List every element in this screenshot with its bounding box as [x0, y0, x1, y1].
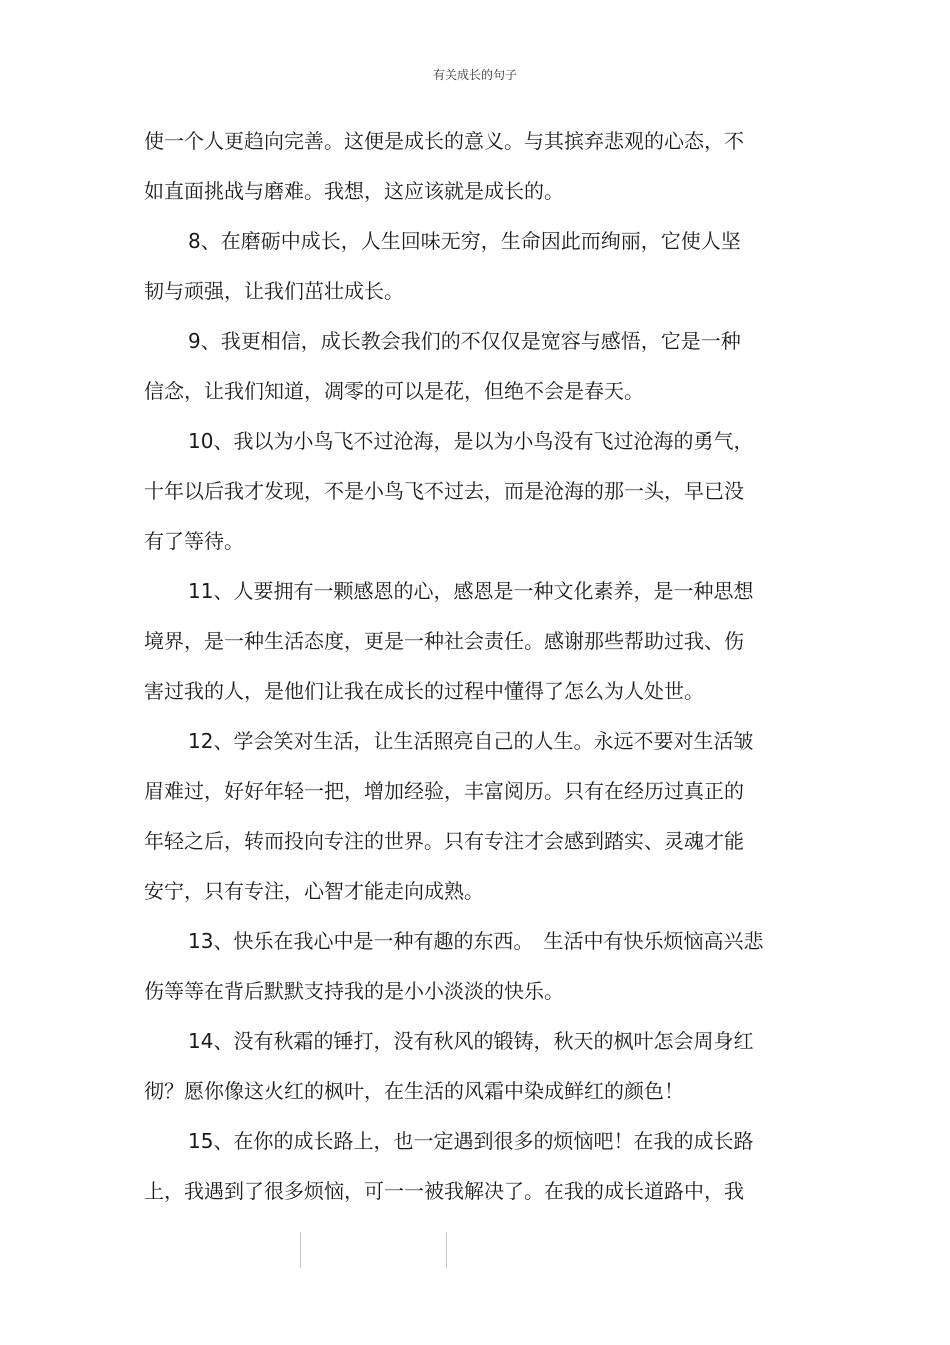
text-line: 有了等待。: [144, 529, 244, 553]
text-line: 9、我更相信，成长教会我们的不仅仅是宽容与感悟，它是一种: [188, 329, 741, 353]
text-line: 11、人要拥有一颗感恩的心，感恩是一种文化素养，是一种思想: [188, 579, 754, 603]
text-line: 14、没有秋霜的锤打，没有秋风的锻铸，秋天的枫叶怎会周身红: [188, 1029, 754, 1053]
text-line: 如直面挑战与磨难。我想，这应该就是成长的。: [144, 179, 564, 203]
text-line: 年轻之后，转而投向专注的世界。只有专注才会感到踏实、灵魂才能: [144, 829, 744, 853]
text-line: 15、在你的成长路上，也一定遇到很多的烦恼吧！在我的成长路: [188, 1129, 754, 1153]
text-line: 伤等等在背后默默支持我的是小小淡淡的快乐。: [144, 979, 564, 1003]
text-line: 境界，是一种生活态度，更是一种社会责任。感谢那些帮助过我、伤: [144, 629, 744, 653]
text-line: 信念，让我们知道，凋零的可以是花，但绝不会是春天。: [144, 379, 644, 403]
text-line: 安宁，只有专注，心智才能走向成熟。: [144, 879, 484, 903]
text-line: 眉难过，好好年轻一把，增加经验，丰富阅历。只有在经历过真正的: [144, 779, 744, 803]
footer-divider-left: [300, 1232, 301, 1268]
text-line: 12、学会笑对生活，让生活照亮自己的人生。永远不要对生活皱: [188, 729, 754, 753]
text-line: 13、快乐在我心中是一种有趣的东西。 生活中有快乐烦恼高兴悲: [188, 929, 764, 953]
text-line: 10、我以为小鸟飞不过沧海，是以为小鸟没有飞过沧海的勇气，: [188, 429, 754, 453]
page-header-title: 有关成长的句子: [432, 68, 517, 82]
text-line: 上，我遇到了很多烦恼，可一一被我解决了。在我的成长道路中，我: [144, 1179, 744, 1203]
footer-divider-right: [446, 1232, 447, 1268]
text-line: 十年以后我才发现，不是小鸟飞不过去，而是沧海的那一头，早已没: [144, 479, 744, 503]
document-body: [144, 116, 808, 1216]
text-line: 彻？愿你像这火红的枫叶，在生活的风霜中染成鲜红的颜色！: [144, 1079, 684, 1103]
text-line: 使一个人更趋向完善。这便是成长的意义。与其摈弃悲观的心态，不: [144, 129, 744, 153]
text-line: 韧与顽强，让我们茁壮成长。: [144, 279, 404, 303]
text-line: 害过我的人，是他们让我在成长的过程中懂得了怎么为人处世。: [144, 679, 704, 703]
text-line: 8、在磨砺中成长，人生回味无穷，生命因此而绚丽，它使人坚: [188, 229, 741, 253]
